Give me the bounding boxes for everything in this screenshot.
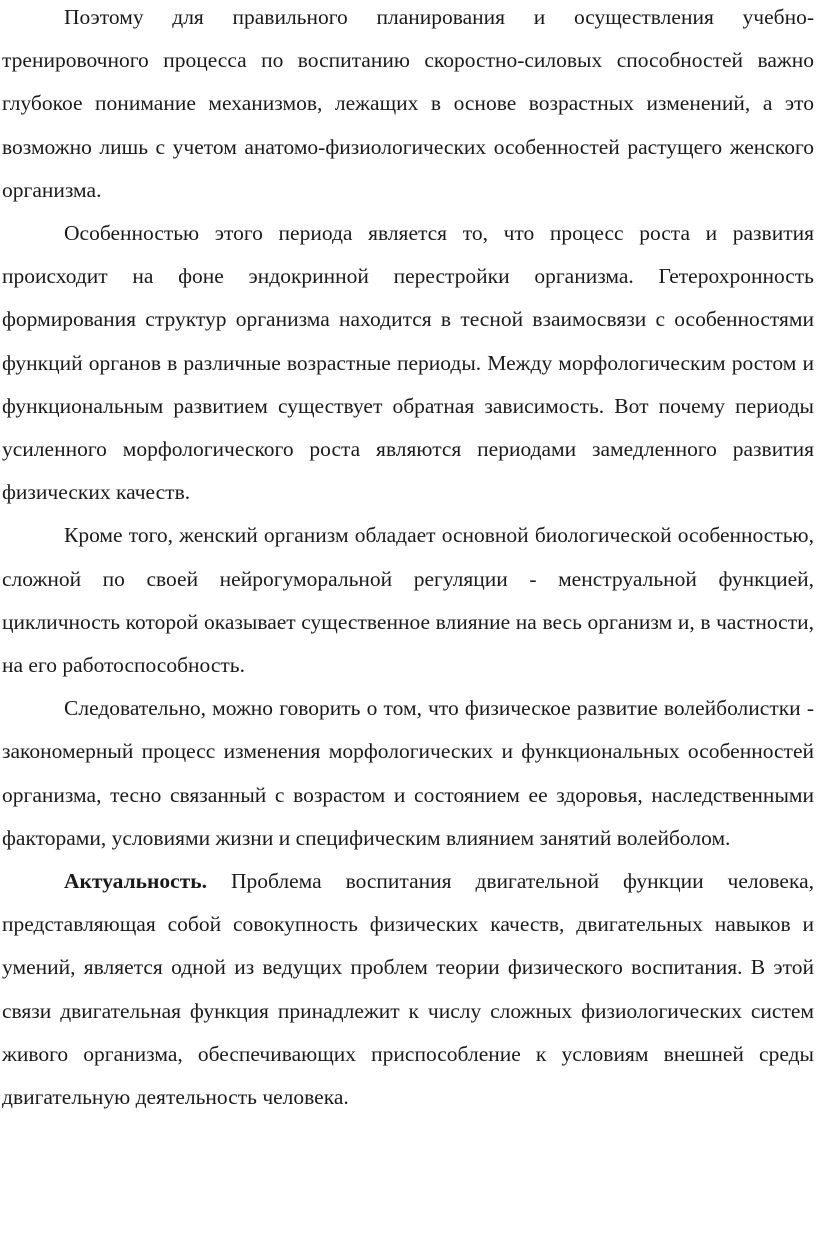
paragraph-4: Следовательно, можно говорить о том, что физическое развитие волейболистки - закономерный процесс изменения морфологических и функциональных особенностей организма, тесно связанный с возрастом и состоянием ее здоровья, наследственными факторами, условиями жизни и специфическим влиянием занятий волейболом. <box>2 696 814 850</box>
paragraph-1: Поэтому для правильного планирования и осуществления учебно-тренировочного процесса по воспитанию скоростно-силовых способностей важно глубокое понимание механизмов, лежащих в основе возрастных изменений, а это возможно лишь с учетом анатомо-физиологических особенностей растущего женского организма. <box>2 5 814 202</box>
paragraph-2: Особенностью этого периода является то, что процесс роста и развития происходит на фоне эндокринной перестройки организма. Гетерохронность формирования структур организма находится в тесной взаимосвязи с особенностями функций органов в различные возрастные периоды. Между морфологическим ростом и функциональным развитием существует обратная зависимость. Вот почему периоды усиленного морфологического роста являются периодами замедленного развития физических качеств. <box>2 221 814 505</box>
paragraph-3: Кроме того, женский организм обладает основной биологической особенностью, сложной по своей нейрогуморальной регуляции - менструальной функцией, цикличность которой оказывает существенное влияние на весь организм и, в частности, на его работоспособность. <box>2 523 814 678</box>
section-heading-relevance: Актуальность. <box>64 869 208 894</box>
paragraph-5-text: Проблема воспитания двигательной функции человека, представляющая собой совокупность физических качеств, двигательных навыков и умений, является одной из ведущих проблем теории физического воспитания. В этой связи двигательная функция принадлежит к числу сложных физиологических систем живого организма, обеспечивающих приспособление к условиям внешней среды двигательную деятельность человека. <box>2 869 814 1110</box>
paragraph-5 <box>2 860 814 1119</box>
